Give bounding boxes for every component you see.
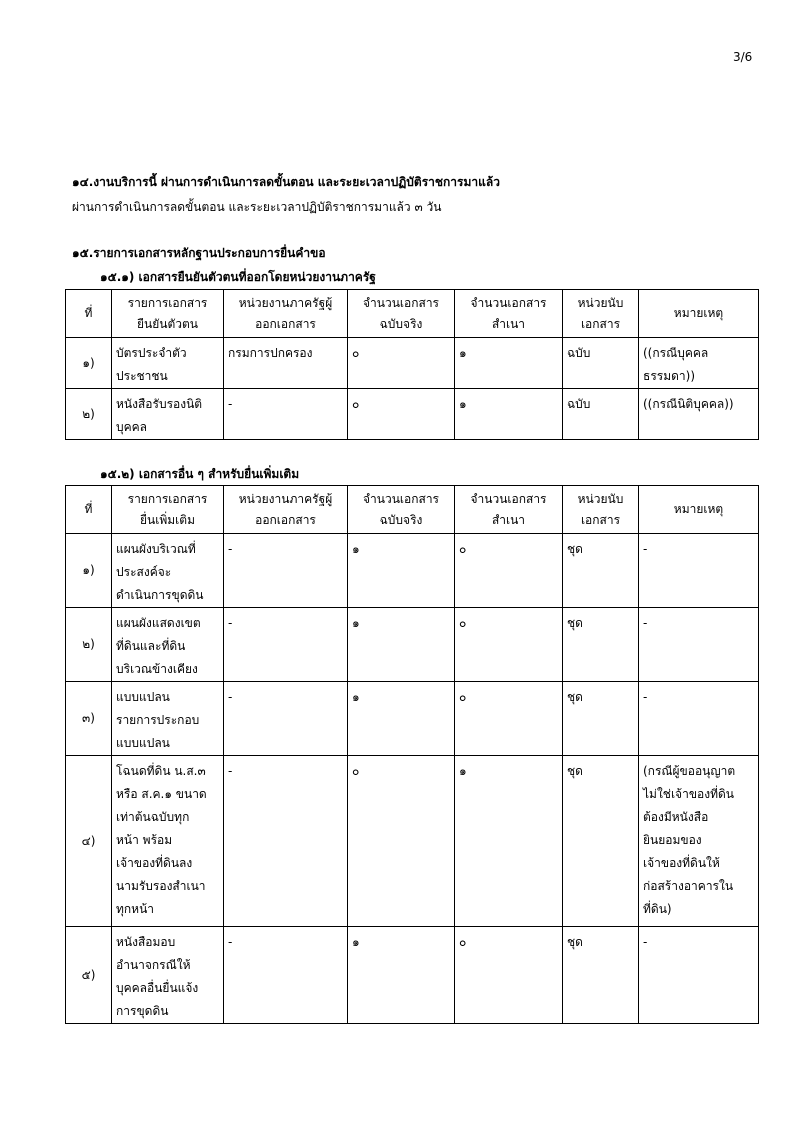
identity-documents-table — [65, 289, 759, 440]
cell-unit: ชุด — [563, 756, 639, 927]
cell-document: แผนผังแสดงเขต ที่ดินและที่ดิน บริเวณข้างเคียง — [112, 608, 224, 682]
cell-remark: - — [639, 927, 759, 1024]
cell-no: ๒) — [66, 608, 112, 682]
section15-2-heading: ๑๕.๒) เอกสารอื่น ๆ สำหรับยื่นเพิ่มเติม — [100, 467, 300, 481]
header-original: จำนวนเอกสาร ฉบับจริง — [348, 486, 455, 534]
header-document: รายการเอกสาร ยืนยันตัวตน — [112, 290, 224, 338]
cell-unit: ชุด — [563, 682, 639, 756]
cell-agency: - — [224, 534, 348, 608]
table-row — [66, 389, 759, 440]
header-agency: หน่วยงานภาครัฐผู้ ออกเอกสาร — [224, 486, 348, 534]
table-row — [66, 682, 759, 756]
table-header-row — [66, 290, 759, 338]
table-row — [66, 756, 759, 927]
cell-remark: - — [639, 682, 759, 756]
cell-agency: - — [224, 608, 348, 682]
cell-original: ๑ — [348, 608, 455, 682]
page-number: 3/6 — [733, 50, 753, 64]
section15-heading: ๑๕.รายการเอกสารหลักฐานประกอบการยื่นคำขอ — [72, 246, 326, 260]
table-row — [66, 338, 759, 389]
cell-no: ๒) — [66, 389, 112, 440]
cell-copy: ๐ — [455, 534, 563, 608]
cell-agency: - — [224, 927, 348, 1024]
header-original: จำนวนเอกสาร ฉบับจริง — [348, 290, 455, 338]
cell-original: ๑ — [348, 927, 455, 1024]
cell-original: ๑ — [348, 682, 455, 756]
header-remark: หมายเหตุ — [639, 290, 759, 338]
cell-remark: ((กรณีนิติบุคคล)) — [639, 389, 759, 440]
additional-documents-table — [65, 485, 759, 1024]
section15-1-heading: ๑๕.๑) เอกสารยืนยันตัวตนที่ออกโดยหน่วยงานภาครัฐ — [100, 270, 376, 284]
header-remark: หมายเหตุ — [639, 486, 759, 534]
header-copy: จำนวนเอกสาร สำเนา — [455, 486, 563, 534]
cell-original: ๐ — [348, 756, 455, 927]
cell-agency: - — [224, 756, 348, 927]
header-agency: หน่วยงานภาครัฐผู้ ออกเอกสาร — [224, 290, 348, 338]
section14-text: ผ่านการดำเนินการลดขั้นตอน และระยะเวลาปฏิบัติราชการมาแล้ว ๓ วัน — [72, 200, 442, 214]
header-no: ที่ — [66, 290, 112, 338]
cell-document: โฉนดที่ดิน น.ส.๓ หรือ ส.ค.๑ ขนาด เท่าต้นฉบับทุก หน้า พร้อม เจ้าของที่ดินลง นามรับรองสำเนา ทุกหน้า — [112, 756, 224, 927]
cell-remark: ((กรณีบุคคล ธรรมดา)) — [639, 338, 759, 389]
cell-original: ๐ — [348, 389, 455, 440]
cell-document: หนังสือรับรองนิติ บุคคล — [112, 389, 224, 440]
header-copy: จำนวนเอกสาร สำเนา — [455, 290, 563, 338]
cell-unit: ชุด — [563, 534, 639, 608]
table-row — [66, 927, 759, 1024]
cell-no: ๕) — [66, 927, 112, 1024]
cell-copy: ๐ — [455, 682, 563, 756]
header-unit: หน่วยนับ เอกสาร — [563, 290, 639, 338]
cell-copy: ๐ — [455, 608, 563, 682]
cell-agency: - — [224, 389, 348, 440]
cell-no: ๑) — [66, 534, 112, 608]
table-header-row — [66, 486, 759, 534]
cell-copy: ๑ — [455, 338, 563, 389]
cell-document: แบบแปลน รายการประกอบ แบบแปลน — [112, 682, 224, 756]
table-row — [66, 608, 759, 682]
cell-agency: กรมการปกครอง — [224, 338, 348, 389]
cell-copy: ๑ — [455, 756, 563, 927]
header-no: ที่ — [66, 486, 112, 534]
cell-document: บัตรประจำตัว ประชาชน — [112, 338, 224, 389]
cell-copy: ๐ — [455, 927, 563, 1024]
cell-unit: ชุด — [563, 927, 639, 1024]
cell-no: ๔) — [66, 756, 112, 927]
cell-copy: ๑ — [455, 389, 563, 440]
cell-unit: ชุด — [563, 608, 639, 682]
cell-no: ๓) — [66, 682, 112, 756]
cell-document: หนังสือมอบ อำนาจกรณีให้ บุคคลอื่นยื่นแจ้ง การขุดดิน — [112, 927, 224, 1024]
table-row — [66, 534, 759, 608]
section14-heading: ๑๔.งานบริการนี้ ผ่านการดำเนินการลดขั้นตอน และระยะเวลาปฏิบัติราชการมาแล้ว — [72, 175, 500, 189]
cell-original: ๐ — [348, 338, 455, 389]
cell-unit: ฉบับ — [563, 338, 639, 389]
cell-document: แผนผังบริเวณที่ ประสงค์จะ ดำเนินการขุดดิน — [112, 534, 224, 608]
header-unit: หน่วยนับ เอกสาร — [563, 486, 639, 534]
cell-original: ๑ — [348, 534, 455, 608]
header-document: รายการเอกสาร ยื่นเพิ่มเติม — [112, 486, 224, 534]
cell-remark: - — [639, 534, 759, 608]
cell-remark: - — [639, 608, 759, 682]
cell-unit: ฉบับ — [563, 389, 639, 440]
cell-remark: (กรณีผู้ขออนุญาต ไม่ใช่เจ้าของที่ดิน ต้องมีหนังสือ ยินยอมของ เจ้าของที่ดินให้ ก่อสร้างอาคารใน ที่ดิน) — [639, 756, 759, 927]
cell-agency: - — [224, 682, 348, 756]
cell-no: ๑) — [66, 338, 112, 389]
